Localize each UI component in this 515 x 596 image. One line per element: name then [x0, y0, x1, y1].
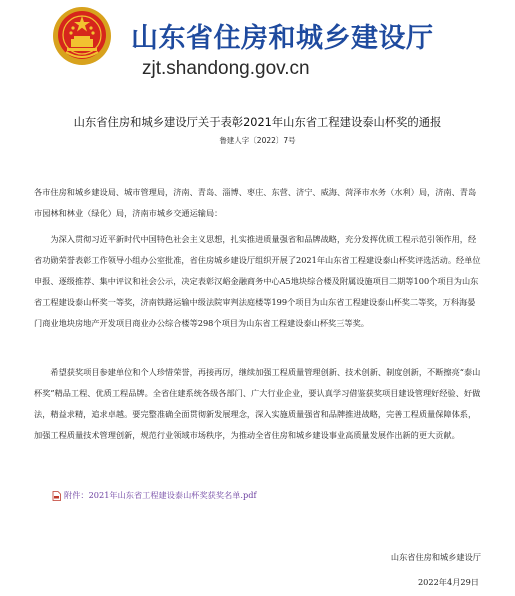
- site-title[interactable]: 山东省住房和城乡建设厅: [131, 23, 434, 54]
- site-url[interactable]: zjt.shandong.gov.cn: [142, 58, 310, 79]
- national-emblem-icon: [52, 6, 112, 66]
- attachment-label[interactable]: 附件：2021年山东省工程建设泰山杯奖获奖名单.pdf: [64, 490, 257, 500]
- paragraph-2: 希望获奖项目参建单位和个人珍惜荣誉，再接再厉，继续加强工程质量管理创新、技术创新、制度创新，不断擦亮“泰山杯奖”精品工程、优质工程品牌。全省住建系统各级各部门、广大行业企业，要认真学习借鉴获奖项目建设管理好经验、好做法，精益求精，追求卓越。要完整准确全面贯彻新发展理念，深入实施质量强省和品牌推进战略，完善工程质量保障体系，加强工程质量技术管理创新，规范行业领域市场秩序，为推动全省住房和城乡建设事业高质量发展作出新的更大贡献。: [34, 367, 481, 440]
- addressee: 各市住房和城乡建设局、城市管理局，济南、青岛、淄博、枣庄、东营、济宁、威海、菏泽市水务（水利）局，济南、青岛市园林和林业（绿化）局，济南市城乡交通运输局：: [34, 187, 477, 218]
- paragraph-1: 为深入贯彻习近平新时代中国特色社会主义思想，扎实推进质量强省和品牌战略，充分发挥优质工程示范引领作用，经省功勋荣誉表彰工作领导小组办公室批准，省住房城乡建设厅组织开展了2021年山东省工程建设泰山杯奖评选活动。经单位申报、逐级推荐、集中评议和社会公示，决定表彰汉峪金融商务中心A5地块综合楼及附属设施项目二期等100个项目为山东省工程建设泰山杯奖一等奖，济南铁路运输中级法院审判法庭楼等199个项目为山东省工程建设泰山杯奖二等奖，万科海晏门商业地块房地产开发项目商业办公综合楼等298个项目为山东省工程建设泰山杯奖三等奖。: [34, 234, 481, 328]
- signer: 山东省住房和城乡建设厅: [390, 552, 481, 562]
- attachment-link[interactable]: [52, 490, 257, 501]
- pdf-attachment-icon: [52, 491, 61, 501]
- document-title: 山东省住房和城乡建设厅关于表彰2021年山东省工程建设泰山杯奖的通报: [73, 116, 442, 129]
- issue-date: 2022年4月29日: [417, 577, 479, 587]
- site-header: [0, 0, 515, 82]
- document-number: 鲁建人字〔2022〕7号: [219, 136, 296, 145]
